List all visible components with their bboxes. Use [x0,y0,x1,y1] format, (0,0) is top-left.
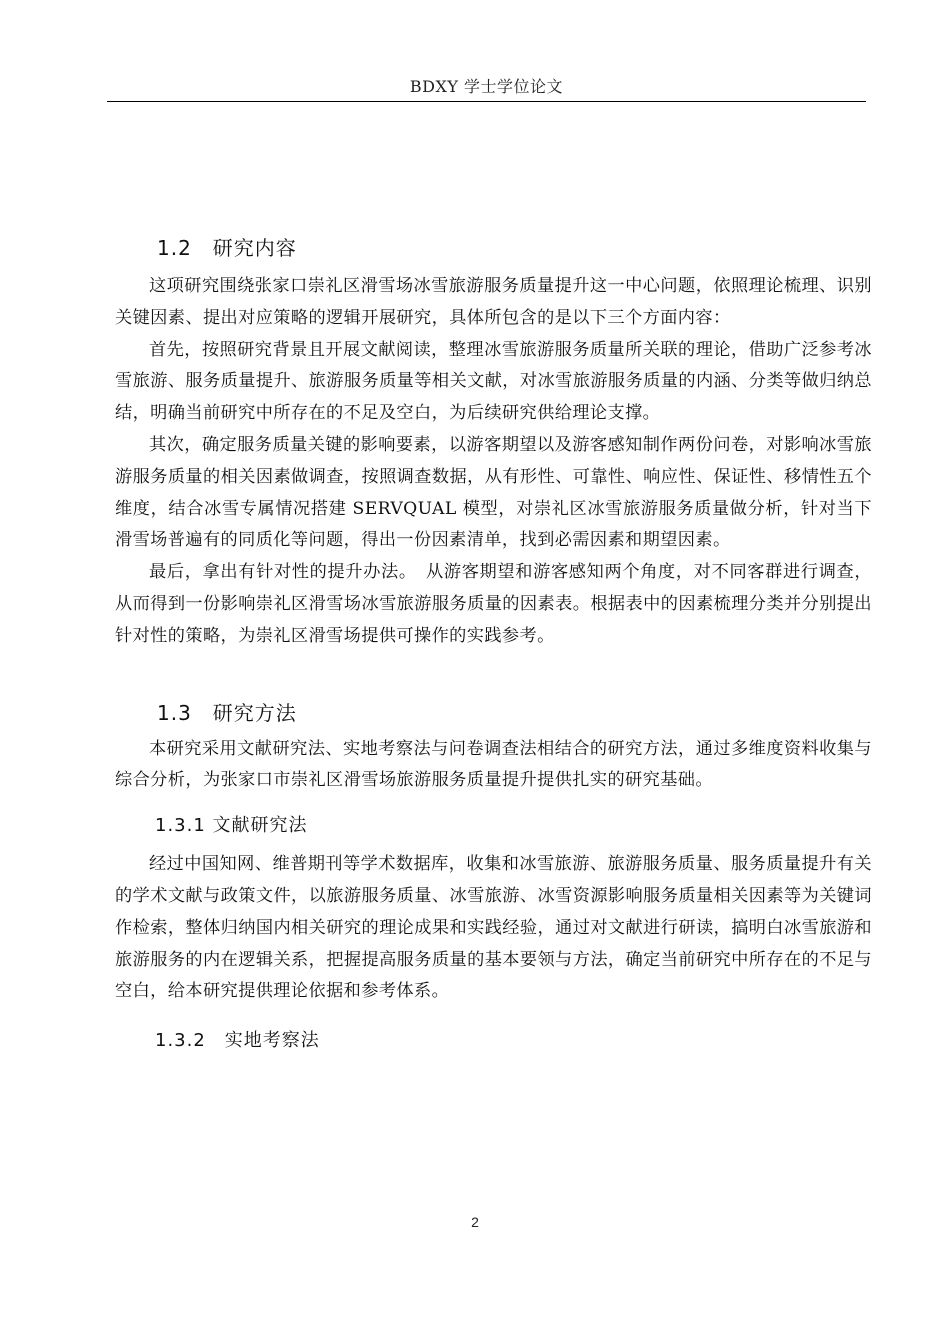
header-rule [107,101,866,102]
paragraph: 最后，拿出有针对性的提升办法。 从游客期望和游客感知两个角度，对不同客群进行调查，从而得到一份影响崇礼区滑雪场冰雪旅游服务质量的因素表。根据表中的因素梳理分类并分别提出针对性的策略，为崇礼区滑雪场提供可操作的实践参考。 [115,562,872,646]
paragraph: 其次，确定服务质量关键的影响要素，以游客期望以及游客感知制作两份问卷，对影响冰雪旅游服务质量的相关因素做调查，按照调查数据，从有形性、可靠性、响应性、保证性、移情性五个维度，结合冰雪专属情况搭建 SERVQUAL 模型，对崇礼区冰雪旅游服务质量做分析，针对当下滑雪场普遍有的同质化等问题，得出一份因素清单，找到必需因素和期望因素。 [115,434,872,551]
subsection-heading-1-3-1: 1.3.1 文献研究法 [155,815,308,837]
subsection-heading-1-3-2: 1.3.2 实地考察法 [155,1030,320,1052]
page-number: 2 [471,1214,479,1230]
paragraph: 经过中国知网、维普期刊等学术数据库，收集和冰雪旅游、旅游服务质量、服务质量提升有关的学术文献与政策文件，以旅游服务质量、冰雪旅游、冰雪资源影响服务质量相关因素等为关键词作检索，整体归纳国内相关研究的理论成果和实践经验，通过对文献进行研读，搞明白冰雪旅游和旅游服务的内在逻辑关系，把握提高服务质量的基本要领与方法，确定当前研究中所存在的不足与空白，给本研究提供理论依据和参考体系。 [115,854,872,1002]
section-heading-1-3: 1.3 研究方法 [157,700,297,725]
paragraph: 这项研究围绕张家口崇礼区滑雪场冰雪旅游服务质量提升这一中心问题，依照理论梳理、识别关键因素、提出对应策略的逻辑开展研究，具体所包含的是以下三个方面内容： [115,276,872,328]
running-header: BDXY 学士学位论文 [409,77,564,96]
section-heading-1-2: 1.2 研究内容 [157,236,297,260]
page-body [115,222,872,1052]
paragraph: 首先，按照研究背景且开展文献阅读，整理冰雪旅游服务质量所关联的理论，借助广泛参考冰雪旅游、服务质量提升、旅游服务质量等相关文献，对冰雪旅游服务质量的内涵、分类等做归纳总结，明确当前研究中所存在的不足及空白，为后续研究供给理论支撑。 [115,339,872,424]
paragraph: 本研究采用文献研究法、实地考察法与问卷调查法相结合的研究方法，通过多维度资料收集与综合分析，为张家口市崇礼区滑雪场旅游服务质量提升提供扎实的研究基础。 [115,738,872,791]
